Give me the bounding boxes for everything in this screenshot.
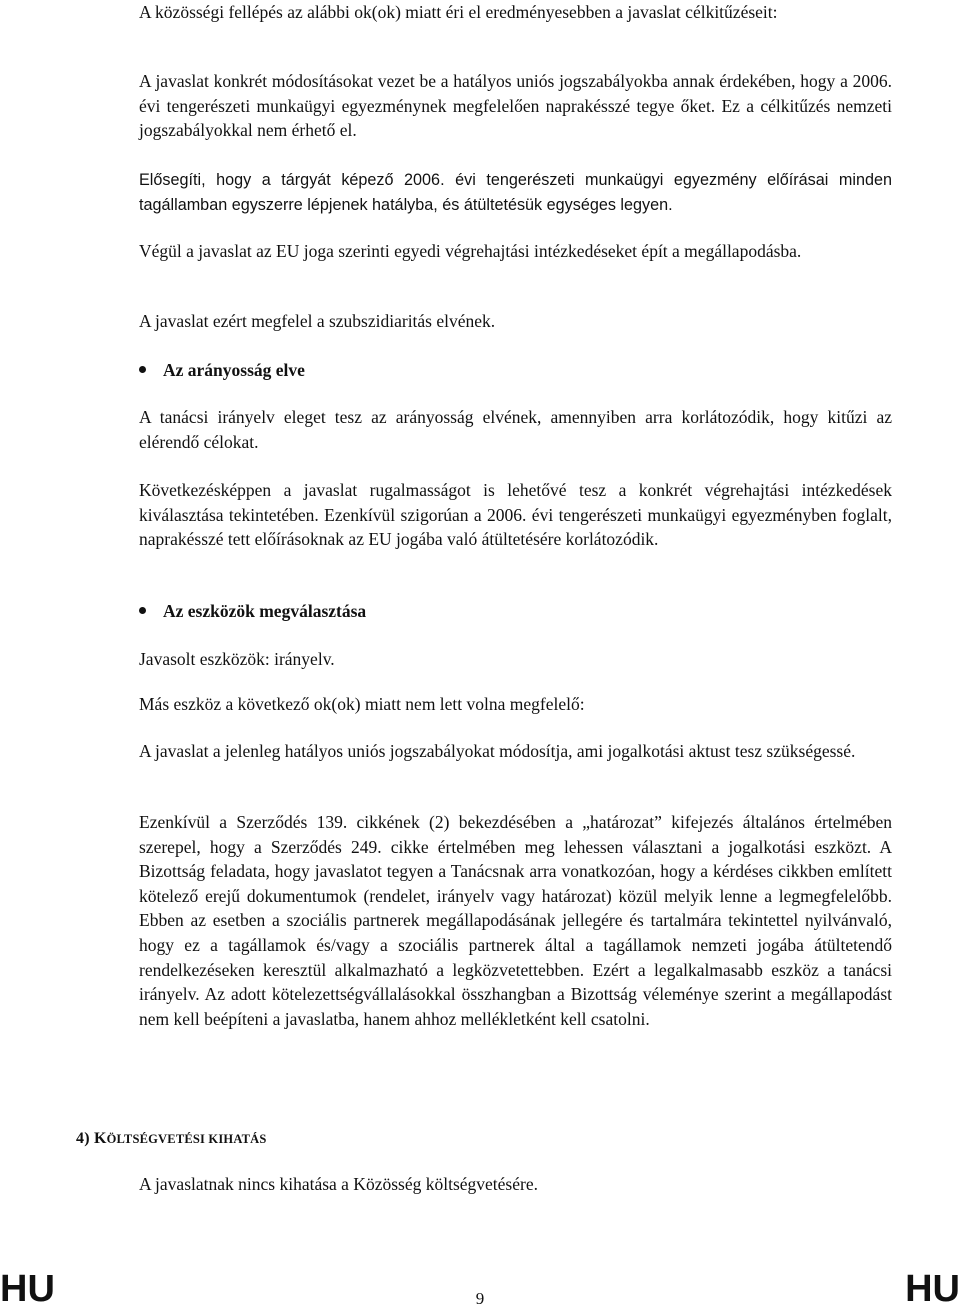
- paragraph-subsidiarity: A javaslat ezért megfelel a szubszidiaritás elvének.: [139, 311, 496, 331]
- paragraph-other-instrument: Más eszköz a következő ok(ok) miatt nem lett volna megfelelő:: [139, 694, 585, 714]
- paragraph-legislative-act: A javaslat a jelenleg hatályos uniós jogszabályokat módosítja, ami jogalkotási aktust tesz szükségessé.: [139, 741, 856, 761]
- page-number: 9: [475, 1289, 485, 1308]
- paragraph-budget: A javaslatnak nincs kihatása a Közösség költségvetésére.: [139, 1174, 538, 1194]
- heading-instrument-choice-text: Az eszközök megválasztása: [163, 601, 367, 621]
- footer-language-code-right: HU: [905, 1268, 960, 1310]
- bullet-icon: [139, 366, 146, 373]
- paragraph-treaty-article: Ezenkívül a Szerződés 139. cikkének (2) bekezdésében a „határozat” kifejezés általános értelmében szerepel, hogy a Szerződés 249. cikke értelmében meg lehessen választani a jogalkotási eszközt. A Bizottság feladata, hogy javaslatot tegyen a Tanácsnak arra vonatkozóan, hogy a kérdéses cikkben említett kötelező erejű dokumentumok (rendelet, irányelv vagy határozat) közül melyik lenne a legmegfelelőbb. Ebben az esetben a szociális partnerek megállapodásának jellegére és tartalmára tekintettel nyilvánvaló, hogy ez a tagállamok és/vagy a szociális partnerek által a tagállamok nemzeti jogába átültetendő rendelkezéseken keresztül alkalmazható a legközvetettebben. Ezért a legalkalmasabb eszköz a tanácsi irányelv. Az adott kötelezettségvállalásokkal összhangban a Bizottság véleménye szerint a megállapodást nem kell beépíteni a javaslatba, hanem ahhoz mellékletként kell csatolni.: [139, 812, 892, 1029]
- paragraph-proportionality: A tanácsi irányelv eleget tesz az arányosság elvének, amennyiben arra korlátozódik, hogy kitűzi az elérendő célokat.: [139, 407, 892, 452]
- section-heading-budget: [76, 1128, 267, 1150]
- paragraph-intro: A közösségi fellépés az alábbi ok(ok) miatt éri el eredményesebben a javaslat célkitűzéseit:: [139, 2, 778, 22]
- paragraph-amendments: A javaslat konkrét módosításokat vezet be a hatályos uniós jogszabályokba annak érdekében, hogy a 2006. évi tengerészeti munkaügyi egyezménynek megfelelően naprakésszé tegye őket. Ez a célkitűzés nemzeti jogszabályokkal nem érhető el.: [139, 71, 892, 141]
- heading-instrument-choice: [139, 599, 366, 623]
- section-number: 4): [76, 1130, 90, 1147]
- section-title: KÖLTSÉGVETÉSI KIHATÁS: [93, 1130, 267, 1147]
- bullet-icon: [139, 607, 146, 614]
- footer-language-code-left: HU: [0, 1268, 55, 1310]
- paragraph-flexibility: Következésképpen a javaslat rugalmasságot is lehetővé tesz a konkrét végrehajtási intézkedések kiválasztása tekintetében. Ezenkívül szigorúan a 2006. évi tengerészeti munkaügyi egyezményben foglalt, naprakésszé tett előírásoknak az EU jogába való átültetésére korlátozódik.: [139, 480, 892, 550]
- heading-proportionality-text: Az arányosság elve: [163, 360, 305, 380]
- paragraph-proposed-instrument: Javasolt eszközök: irányelv.: [139, 649, 335, 669]
- heading-proportionality: [139, 358, 305, 382]
- paragraph-uniform-entry: Elősegíti, hogy a tárgyát képező 2006. évi tengerészeti munkaügyi egyezmény előírásai minden tagállamban egyszerre lépjenek hatályba, és átültetésük egységes legyen.: [139, 171, 892, 214]
- paragraph-implementation: Végül a javaslat az EU joga szerinti egyedi végrehajtási intézkedéseket épít a megállapodásba.: [139, 241, 802, 261]
